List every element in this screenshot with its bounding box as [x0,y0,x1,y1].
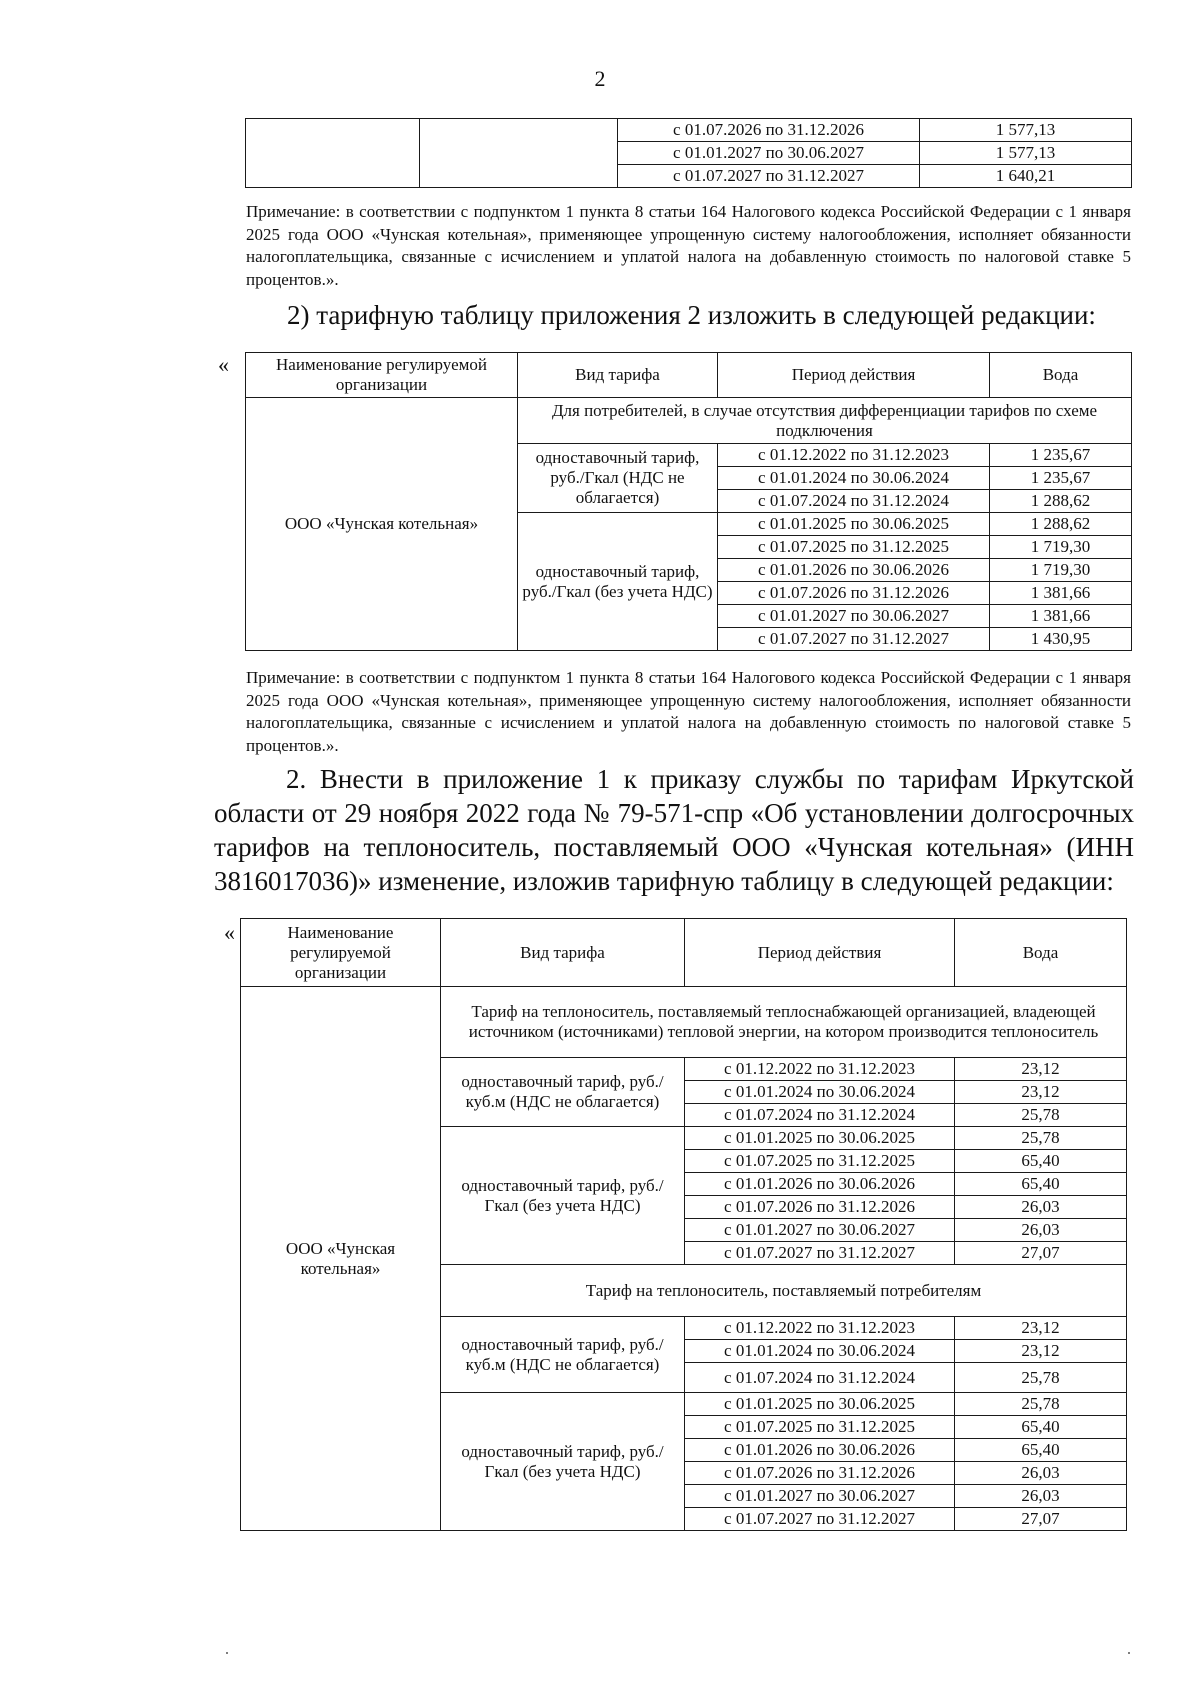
tariff-type-cell: одноставочный тариф, руб./куб.м (НДС не облагается) [441,1058,685,1127]
tariff-type-cell: одноставочный тариф, руб./Гкал (НДС не облагается) [518,444,718,513]
header-type: Вид тарифа [518,353,718,398]
period-cell: с 01.01.2026 по 30.06.2026 [685,1173,955,1196]
value-cell: 1 430,95 [990,628,1132,651]
empty-type-cell [420,119,618,188]
value-cell: 1 288,62 [990,513,1132,536]
period-cell: с 01.07.2027 по 31.12.2027 [618,165,920,188]
value-cell: 65,40 [955,1150,1127,1173]
value-cell: 25,78 [955,1363,1127,1393]
period-cell: с 01.01.2026 по 30.06.2026 [718,559,990,582]
section-row: Для потребителей, в случае отсутствия дифференциации тарифов по схеме подключения [518,398,1132,444]
tariff-table-continuation [245,118,1132,188]
tariff-table-appendix2 [245,352,1132,651]
page-number: 2 [594,66,606,91]
value-cell: 25,78 [955,1127,1127,1150]
header-water: Вода [990,353,1132,398]
org-name-cell: ООО «Чунская котельная» [246,398,518,651]
header-type: Вид тарифа [441,919,685,987]
open-quote: « [224,920,235,945]
value-cell: 1 235,67 [990,467,1132,490]
value-cell: 1 381,66 [990,605,1132,628]
note-paragraph: Примечание: в соответствии с подпунктом 1 пункта 8 статьи 164 Налогового кодекса Российской Федерации с 1 января 2025 года ООО «Чунская котельная», применяющее упрощенную систему налогообложения, исполняет обязанности налогоплательщика, связанные с исчислением и уплатой налога на добавленную стоимость по налоговой ставке 5 процентов.». [246,668,1131,755]
value-cell: 1 719,30 [990,536,1132,559]
body-paragraph: 2. Внести в приложение 1 к приказу службы по тарифам Иркутской области от 29 ноября 2022 года № 79-571-спр «Об установлении долгосрочных тарифов на теплоноситель, поставляемый ООО «Чунская котельная» (ИНН 3816017036)» изменение, изложив тарифную таблицу в следующей редакции: [214,764,1134,896]
tariff-type-cell: одноставочный тариф, руб./Гкал (без учета НДС) [441,1127,685,1265]
value-cell: 1 719,30 [990,559,1132,582]
section-heading: 2) тарифную таблицу приложения 2 изложить в следующей редакции: [287,300,1096,330]
period-cell: с 01.07.2025 по 31.12.2025 [685,1416,955,1439]
value-cell: 26,03 [955,1196,1127,1219]
period-cell: с 01.01.2027 по 30.06.2027 [618,142,920,165]
org-name-cell: ООО «Чунская котельная» [241,987,441,1531]
period-cell: с 01.01.2024 по 30.06.2024 [685,1340,955,1363]
period-cell: с 01.07.2024 по 31.12.2024 [718,490,990,513]
period-cell: с 01.01.2026 по 30.06.2026 [685,1439,955,1462]
period-cell: с 01.07.2027 по 31.12.2027 [718,628,990,651]
value-cell: 1 577,13 [920,119,1132,142]
period-cell: с 01.12.2022 по 31.12.2023 [685,1058,955,1081]
header-water: Вода [955,919,1127,987]
period-cell: с 01.07.2027 по 31.12.2027 [685,1508,955,1531]
value-cell: 65,40 [955,1439,1127,1462]
empty-org-cell [246,119,420,188]
period-cell: с 01.01.2025 по 30.06.2025 [685,1393,955,1416]
value-cell: 1 288,62 [990,490,1132,513]
value-cell: 23,12 [955,1081,1127,1104]
header-period: Период действия [685,919,955,987]
section-row: Тариф на теплоноситель, поставляемый теплоснабжающей организацией, владеющей источником (источниками) тепловой энергии, на котором производится теплоноситель [441,987,1127,1058]
period-cell: с 01.01.2027 по 30.06.2027 [685,1219,955,1242]
value-cell: 65,40 [955,1173,1127,1196]
period-cell: с 01.12.2022 по 31.12.2023 [685,1317,955,1340]
period-cell: с 01.12.2022 по 31.12.2023 [718,444,990,467]
period-cell: с 01.01.2027 по 30.06.2027 [685,1485,955,1508]
value-cell: 27,07 [955,1508,1127,1531]
header-period: Период действия [718,353,990,398]
period-cell: с 01.07.2024 по 31.12.2024 [685,1363,955,1393]
header-org: Наименование регулируемой организации [241,919,441,987]
value-cell: 23,12 [955,1058,1127,1081]
period-cell: с 01.01.2025 по 30.06.2025 [685,1127,955,1150]
header-org: Наименование регулируемой организации [246,353,518,398]
value-cell: 26,03 [955,1219,1127,1242]
value-cell: 27,07 [955,1242,1127,1265]
period-cell: с 01.01.2024 по 30.06.2024 [718,467,990,490]
period-cell: с 01.07.2026 по 31.12.2026 [685,1196,955,1219]
value-cell: 26,03 [955,1485,1127,1508]
period-cell: с 01.07.2026 по 31.12.2026 [618,119,920,142]
value-cell: 26,03 [955,1462,1127,1485]
open-quote: « [218,352,229,377]
tariff-type-cell: одноставочный тариф, руб./Гкал (без учета НДС) [518,513,718,651]
value-cell: 1 381,66 [990,582,1132,605]
value-cell: 1 577,13 [920,142,1132,165]
section-row: Тариф на теплоноситель, поставляемый потребителям [441,1265,1127,1317]
period-cell: с 01.07.2027 по 31.12.2027 [685,1242,955,1265]
value-cell: 23,12 [955,1340,1127,1363]
scan-speck [1128,1652,1130,1654]
period-cell: с 01.07.2024 по 31.12.2024 [685,1104,955,1127]
period-cell: с 01.01.2027 по 30.06.2027 [718,605,990,628]
value-cell: 25,78 [955,1393,1127,1416]
tariff-table-heat-carrier [240,918,1127,1531]
period-cell: с 01.07.2025 по 31.12.2025 [685,1150,955,1173]
scan-speck [226,1652,228,1654]
value-cell: 23,12 [955,1317,1127,1340]
value-cell: 65,40 [955,1416,1127,1439]
value-cell: 1 640,21 [920,165,1132,188]
tariff-type-cell: одноставочный тариф, руб./куб.м (НДС не облагается) [441,1317,685,1393]
note-paragraph: Примечание: в соответствии с подпунктом 1 пункта 8 статьи 164 Налогового кодекса Российской Федерации с 1 января 2025 года ООО «Чунская котельная», применяющее упрощенную систему налогообложения, исполняет обязанности налогоплательщика, связанные с исчислением и уплатой налога на добавленную стоимость по налоговой ставке 5 процентов.». [246,202,1131,289]
tariff-type-cell: одноставочный тариф, руб./Гкал (без учета НДС) [441,1393,685,1531]
value-cell: 1 235,67 [990,444,1132,467]
period-cell: с 01.01.2024 по 30.06.2024 [685,1081,955,1104]
period-cell: с 01.07.2026 по 31.12.2026 [718,582,990,605]
period-cell: с 01.07.2026 по 31.12.2026 [685,1462,955,1485]
value-cell: 25,78 [955,1104,1127,1127]
period-cell: с 01.07.2025 по 31.12.2025 [718,536,990,559]
period-cell: с 01.01.2025 по 30.06.2025 [718,513,990,536]
